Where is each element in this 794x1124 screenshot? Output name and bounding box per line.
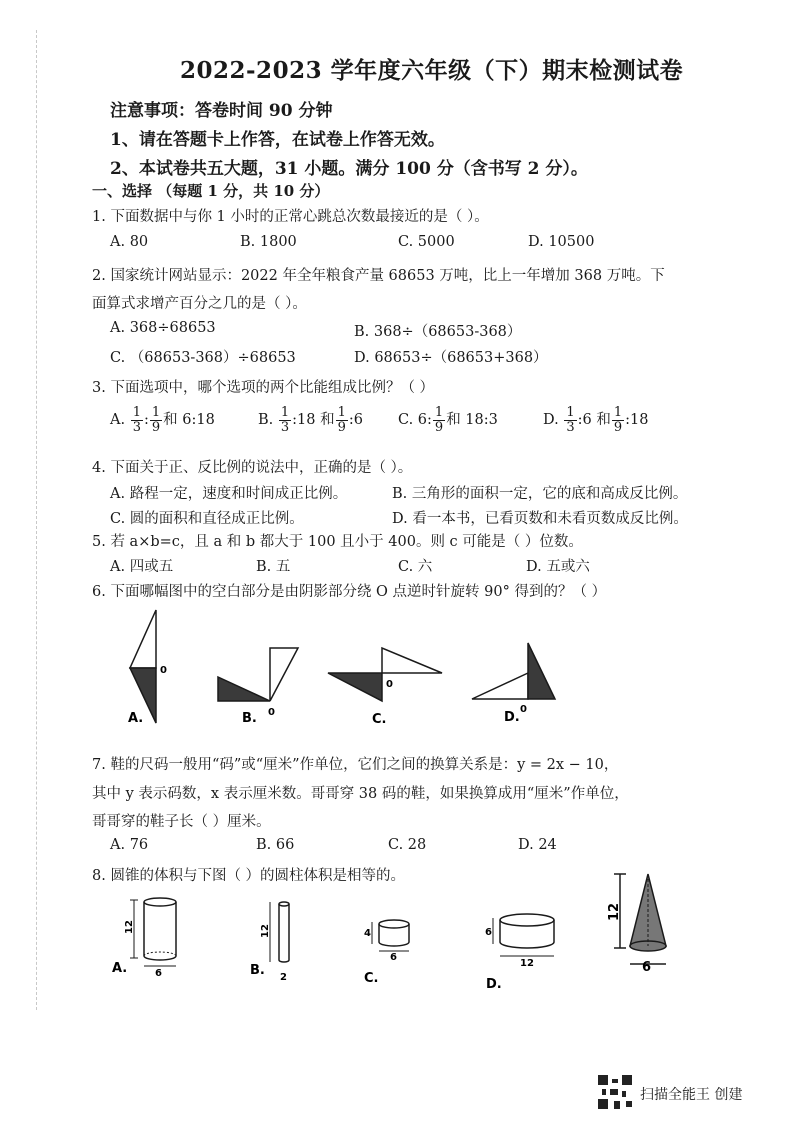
svg-text:12: 12	[260, 924, 271, 938]
blank-triangle	[382, 648, 442, 673]
q8-label-d: D.	[486, 977, 502, 992]
q8-figures	[100, 868, 700, 998]
svg-text:6: 6	[642, 960, 652, 975]
q5-option-a: A. 四或五	[110, 559, 174, 575]
q8-label-a: A.	[112, 961, 128, 976]
q7-stem-line2: 其中 y 表示码数，x 表示厘米数。哥哥穿 38 码的鞋，如果换算成用“厘米”作单位，	[92, 786, 629, 802]
q4-stem: 4. 下面关于正、反比例的说法中，正确的是（ ）。	[92, 460, 413, 476]
q1-option-d: D. 10500	[528, 234, 595, 250]
q3-option-c: C. 6: $\frac{1}{9}$ 和 18:3	[398, 405, 498, 435]
q8-cylinder-d	[485, 914, 554, 992]
svg-text:12: 12	[520, 958, 534, 969]
notice-line-3: 2、本试卷共五大题，31 小题。满分 100 分（含书写 2 分）。	[110, 159, 588, 179]
q8-cone	[607, 874, 666, 975]
q5-option-d: D. 五或六	[526, 559, 590, 575]
q6-stem: 6. 下面哪幅图中的空白部分是由阴影部分绕 O 点逆时针旋转 90° 得到的？（ ）	[92, 584, 607, 600]
q8-cylinder-c	[364, 920, 409, 986]
svg-text:6: 6	[390, 952, 397, 963]
q6-figure-d	[472, 643, 555, 725]
q6-label-d: D.	[504, 710, 520, 725]
q2-option-c: C. （68653-368）÷68653	[110, 350, 296, 366]
q3-option-d: D. $\frac{1}{3}$ :6 和 $\frac{1}{9}$ :18	[543, 405, 649, 435]
q2-stem-line2: 面算式求增产百分之几的是（ ）。	[92, 296, 307, 312]
q7-option-d: D. 24	[518, 837, 557, 853]
fraction: $\frac{1}{3}$	[566, 405, 575, 435]
q8-cylinder-b	[250, 902, 289, 983]
q2-option-b: B. 368÷（68653-368）	[354, 324, 522, 340]
fraction: $\frac{1}{3}$	[132, 405, 141, 435]
fraction: $\frac{1}{9}$	[151, 405, 161, 435]
q8-stem: 8. 圆锥的体积与下图（ ）的圆柱体积是相等的。	[92, 868, 406, 884]
q3-option-a: A. $\frac{1}{3}$ : $\frac{1}{9}$ 和 6:18	[110, 405, 215, 435]
q7-option-a: A. 76	[110, 837, 149, 853]
q2-option-d: D. 68653÷（68653+368）	[354, 350, 548, 366]
qr-code-icon	[598, 1075, 632, 1109]
fraction: $\frac{1}{9}$	[434, 405, 444, 435]
fraction: $\frac{1}{9}$	[337, 405, 346, 435]
q5-stem: 5. 若 a×b=c，且 a 和 b 都大于 100 且小于 400。则 c 可能是（ ）位数。	[92, 534, 583, 550]
q6-label-c: C.	[372, 712, 387, 727]
q8-label-b: B.	[250, 963, 265, 978]
svg-text:2: 2	[280, 972, 287, 983]
q5-option-b: B. 五	[256, 559, 291, 575]
q7-stem-line3: 哥哥穿的鞋子长（ ）厘米。	[92, 814, 271, 830]
q7-option-c: C. 28	[388, 837, 427, 853]
shaded-triangle	[218, 677, 270, 701]
q3-stem: 3. 下面选项中，哪个选项的两个比能组成比例？（ ）	[92, 380, 435, 396]
q6-figures	[100, 605, 740, 735]
q6-label-a: A.	[128, 711, 144, 726]
q6-figure-c	[328, 648, 442, 727]
notice-line-2: 1、请在答题卡上作答，在试卷上作答无效。	[110, 130, 445, 150]
q3-option-b: B. $\frac{1}{3}$ :18 和 $\frac{1}{9}$ :6	[258, 405, 364, 435]
q8-label-c: C.	[364, 971, 379, 986]
svg-text:6: 6	[155, 968, 162, 979]
svg-text:12: 12	[607, 902, 622, 921]
svg-text:4: 4	[364, 928, 371, 939]
rotation-point-label: 0	[520, 704, 527, 715]
q4-option-a: A. 路程一定，速度和时间成正比例。	[110, 486, 348, 502]
fraction: $\frac{1}{9}$	[613, 405, 623, 435]
q1-stem: 1. 下面数据中与你 1 小时的正常心跳总次数最接近的是（ ）。	[92, 209, 489, 225]
q4-option-d: D. 看一本书，已看页数和未看页数成反比例。	[392, 511, 688, 527]
q5-option-c: C. 六	[398, 559, 433, 575]
q6-label-b: B.	[242, 711, 257, 726]
shaded-triangle	[528, 643, 555, 699]
rotation-point-label: 0	[160, 665, 167, 676]
q6-figure-a	[128, 610, 167, 726]
page-title: 2022-2023 学年度六年级（下）期末检测试卷	[180, 57, 684, 84]
q1-option-b: B. 1800	[240, 234, 297, 250]
rotation-point-label: 0	[386, 679, 393, 690]
q7-option-b: B. 66	[256, 837, 295, 853]
q8-cylinder-a	[112, 898, 176, 979]
svg-text:12: 12	[124, 920, 135, 934]
rotation-point-label: 0	[268, 707, 275, 718]
scanner-watermark: 扫描全能王 创建	[640, 1087, 743, 1103]
q4-option-b: B. 三角形的面积一定，它的底和高成反比例。	[392, 486, 688, 502]
q7-stem-line1: 7. 鞋的尺码一般用“码”或“厘米”作单位，它们之间的换算关系是：y = 2x − 10，	[92, 757, 619, 773]
section-1-heading: 一、选择 （每题 1 分，共 10 分）	[92, 182, 330, 200]
q1-option-a: A. 80	[110, 234, 149, 250]
binding-margin-line	[36, 30, 37, 1010]
q2-option-a: A. 368÷68653	[110, 320, 216, 336]
blank-triangle	[270, 648, 298, 701]
shaded-triangle	[328, 673, 382, 701]
fraction: $\frac{1}{3}$	[280, 405, 290, 435]
blank-triangle	[472, 673, 528, 699]
q4-option-c: C. 圆的面积和直径成正比例。	[110, 511, 304, 527]
q6-figure-b	[218, 648, 298, 726]
blank-triangle	[130, 610, 156, 668]
q2-stem-line1: 2. 国家统计网站显示：2022 年全年粮食产量 68653 万吨，比上一年增加 368 万吨。下	[92, 268, 665, 284]
notice-line-1: 注意事项：答卷时间 90 分钟	[110, 101, 333, 121]
svg-text:6: 6	[485, 927, 492, 938]
q1-option-c: C. 5000	[398, 234, 455, 250]
